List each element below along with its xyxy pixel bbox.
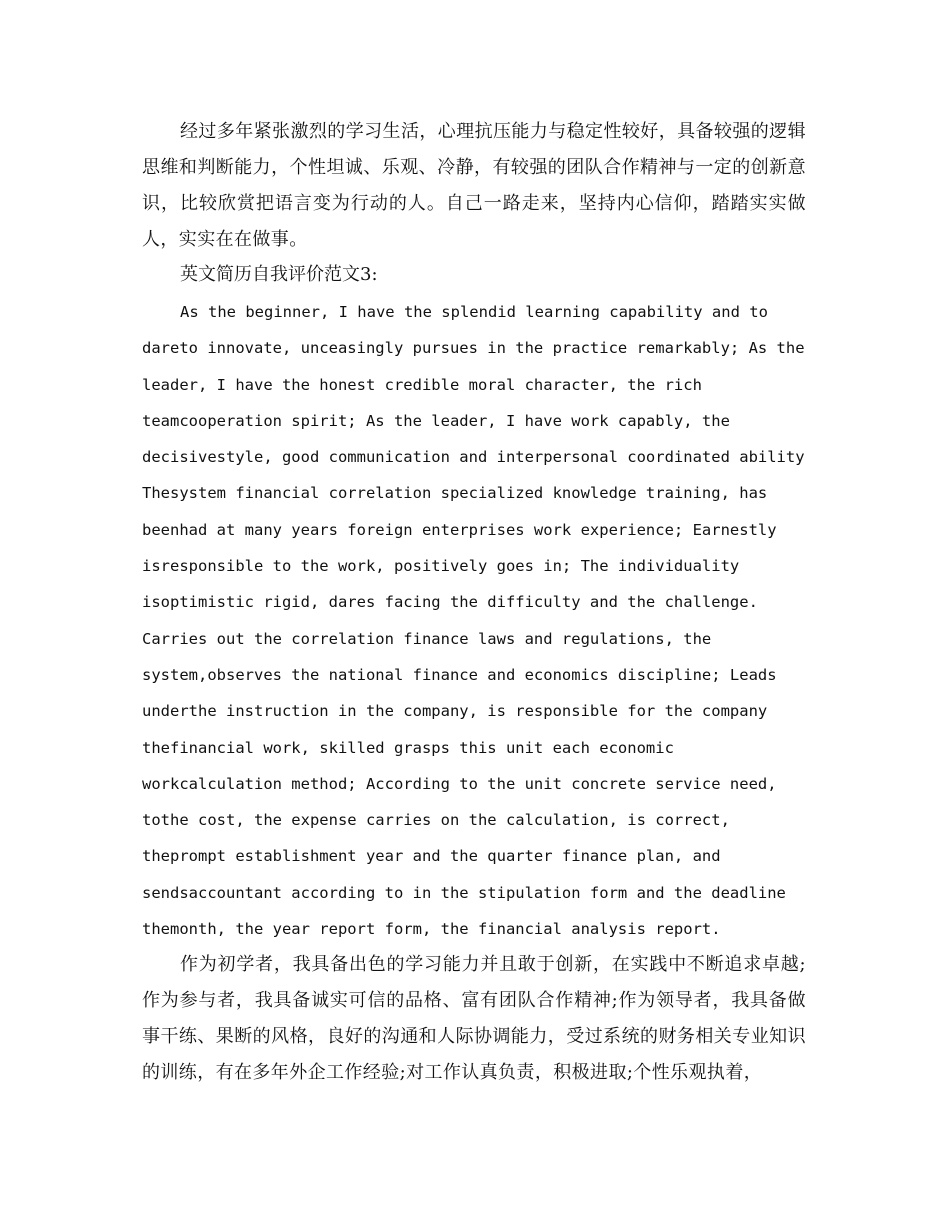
paragraph-chinese-translation: 作为初学者，我具备出色的学习能力并且敢于创新，在实践中不断追求卓越;作为参与者，我具备诚实可信的品格、富有团队合作精神;作为领导者，我具备做事干练、果断的风格，良好的沟通和人际协调能力，受过系统的财务相关专业知识的训练，有在多年外企工作经验;对工作认真负责，积极进取;个性乐观执着， — [142, 954, 806, 1083]
section-heading: 英文简历自我评价范文3: — [180, 264, 378, 285]
paragraph-english-resume-sample: As the beginner, I have the splendid learning capability and to dareto innovate, unceasingly pursues in the practice remarkably; As the leader, I have the honest credible moral character, the rich teamcooperation spirit; As the leader, I have work capably, the decisivestyle, good communication and interpersonal coordinated ability Thesystem financial correlation specialized knowledge training, has beenhad at many years foreign enterprises work experience; Earnestly isresponsible to the work, positively goes in; The individuality isoptimistic rigid, dares facing the difficulty and the challenge. Carries out the correlation finance laws and regulations, the system,observes the national finance and economics discipline; Leads underthe instruction in the company, is responsible for the company thefinancial work, skilled grasps this unit each economic workcalculation method; According to the unit concrete service need, tothe cost, the expense carries on the calculation, is correct, theprompt establishment year and the quarter finance plan, and sendsaccountant according to in the stipulation form and the deadline themonth, the year report form, the financial analysis report. — [142, 303, 805, 939]
paragraph-self-evaluation-chinese: 经过多年紧张激烈的学习生活，心理抗压能力与稳定性较好，具备较强的逻辑思维和判断能力，个性坦诚、乐观、冷静，有较强的团队合作精神与一定的创新意识，比较欣赏把语言变为行动的人。自己一路走来，坚持内心信仰，踏踏实实做人，实实在在做事。 — [142, 121, 806, 250]
